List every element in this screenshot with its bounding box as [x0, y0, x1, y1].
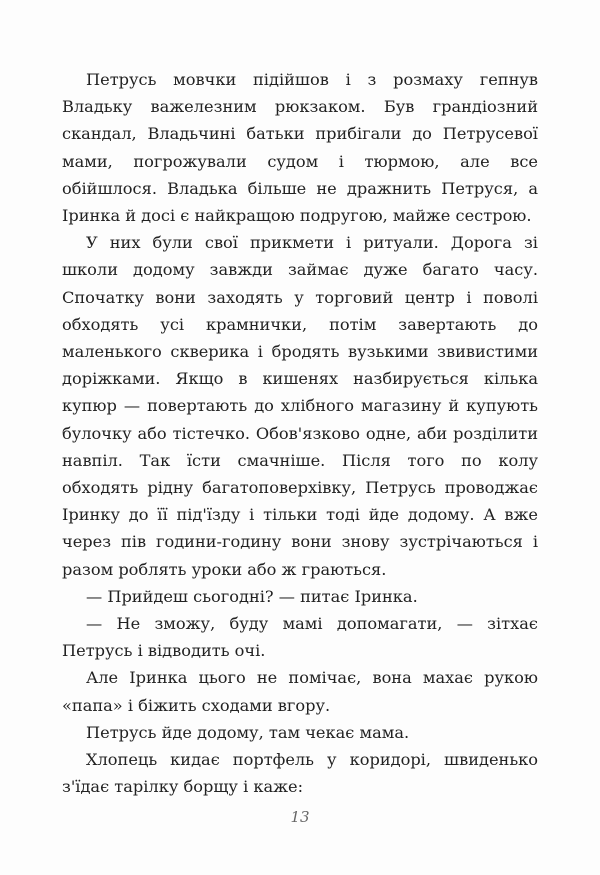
page-number: 13 — [290, 808, 310, 826]
paragraph-1: Петрусь мовчки підійшов і з розмаху гепнув Владьку важелезним рюкзаком. Був грандіозний скандал, Владьчині батьки прибігали до Петрусевої мами, погрожували судом і тюрмою, але все обійшлося. Владька більше не дражнить Петруся, а Іринка й досі є найкращою подругою, майже сестрою. — [62, 70, 538, 226]
paragraph-5: Але Іринка цього не помічає, вона махає рукою «папа» і біжить сходами вгору. — [62, 668, 538, 715]
body-text — [62, 66, 538, 800]
paragraph-3: — Прийдеш сьогодні? — питає Іринка. — [86, 586, 418, 606]
paragraph-7: Хлопець кидає портфель у коридорі, швиденько з'їдає тарілку борщу і каже: — [62, 750, 538, 797]
paragraph-6: Петрусь йде додому, там чекає мама. — [86, 722, 410, 742]
paragraph-4: — Не зможу, буду мамі допомагати, — зітхає Петрусь і відводить очі. — [62, 614, 538, 661]
paragraph-2: У них були свої прикмети і ритуали. Дорога зі школи додому завжди займає дуже багато часу. Спочатку вони заходять у торговий центр і поволі обходять усі крамнички, потім завертають до маленького скверика і бродять вузькими звивистими доріжками. Якщо в кишенях назбирується кілька купюр — повертають до хлібного магазину й купують булочку або тістечко. Обов'язково одне, аби розділити навпіл. Так їсти смачніше. Після того по колу обходять рідну багатоповерхівку, Петрусь проводжає Іринку до її під'їзду і тільки тоді йде додому. А вже через пів години-годину вони знову зустрічаються і разом роблять уроки або ж граються. — [62, 233, 538, 579]
